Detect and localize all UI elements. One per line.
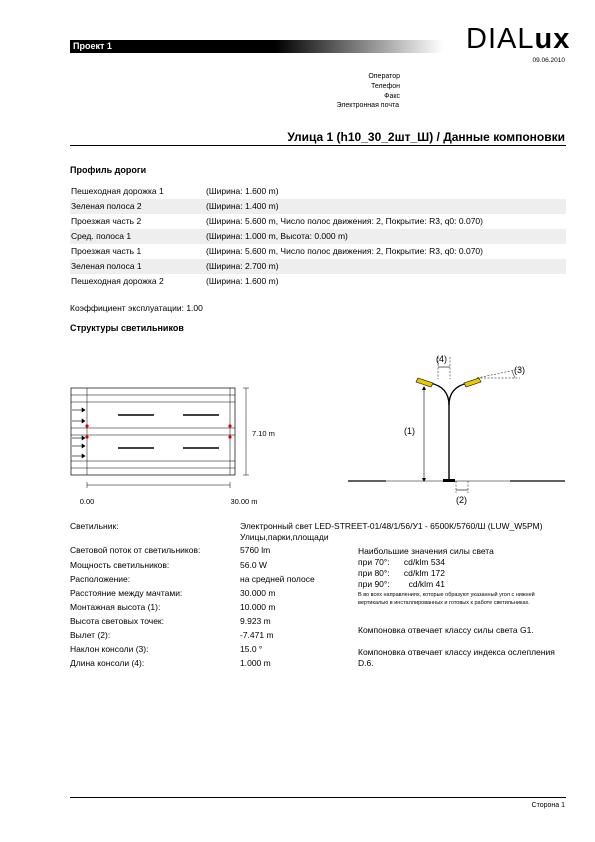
pole-label-1: (1) [404,426,415,436]
project-name: Проект 1 [73,41,112,51]
profile-row [70,214,566,229]
param-value: 15.0 ° [240,644,263,654]
road-plan-diagram [66,380,298,512]
profile-row-name: Проезжая часть 1 [71,246,142,256]
contact-phone: Телефон [370,83,400,90]
profile-row [70,229,566,244]
profile-row-name: Пешеходная дорожка 1 [71,186,164,196]
luminaire-markers [85,424,231,438]
param-value: -7.471 m [240,630,274,640]
pole-label-2: (2) [456,495,467,505]
pole-label-4: (4) [436,354,447,364]
plan-x-start-label: 0.00 [79,497,95,506]
lane-markings [118,415,219,448]
param-name: Монтажная высота (1): [70,602,161,612]
param-name: Длина консоли (4): [70,658,145,668]
intensity-angle: при 80°: [358,568,390,578]
profile-row-value: (Ширина: 2.700 m) [206,261,279,271]
luminaire-left-icon [416,378,433,387]
param-name: Высота световых точек: [70,616,165,626]
param-value: 56.0 W [240,560,267,570]
param-name: Наклон консоли (3): [70,644,149,654]
luminaire-value: Электронный свет LED-STREET-01/48/1/56/У1 - 6500К/5760/Ш (LUW_W5PM) Улицы,парки,площади [240,521,543,542]
profile-row-name: Пешеходная дорожка 2 [71,276,164,286]
plan-height-label: 7.10 m [252,429,275,438]
intensity-angle: при 70°: [358,557,390,567]
contact-fax: Факс [384,93,400,100]
maintenance-factor: Коэффициент эксплуатации: 1.00 [70,303,203,313]
param-value: 9.923 m [240,616,271,626]
profile-row [70,199,566,214]
intensity-note: В во всех направлениях, которые образуют указанный угол с нижней вертикалью в инсталлированных и готовых к работе светильниках. [358,592,535,606]
profile-row-name: Сред. полоса 1 [71,231,132,241]
contact-email: Электронная почта [336,102,399,109]
project-header-bar [70,40,443,53]
param-name: Расположение: [70,574,131,584]
profile-row [70,184,566,199]
observer-arrows [72,408,85,458]
structures-heading: Структуры светильников [70,323,184,333]
contact-operator: Оператор [368,73,400,80]
glare-class-d: Компоновка отвечает классу индекса ослепления D.6. [358,647,555,668]
param-value: 1.000 m [240,658,271,668]
pole-geometry-diagram [340,345,570,510]
intensity-angle: при 90°: [358,579,390,589]
page-number: Сторона 1 [531,802,565,809]
luminaire-label: Светильник: [70,521,119,531]
road-outline [71,388,235,475]
intensity-heading: Наибольшие значения силы света [358,546,494,556]
profile-row-value: (Ширина: 5.600 m, Число полос движения: 2, Покрытие: R3, q0: 0.070) [206,216,483,226]
profile-row-value: (Ширина: 1.000 m, Высота: 0.000 m) [206,231,348,241]
pole-arm-right [449,383,468,405]
profile-row [70,244,566,259]
profile-row-value: (Ширина: 1.600 m) [206,186,279,196]
profile-row-name: Проезжая часть 2 [71,216,142,226]
profile-row-name: Зеленая полоса 1 [71,261,142,271]
param-name: Вылет (2): [70,630,111,640]
param-value: 5760 lm [240,545,271,555]
page-title: Улица 1 (h10_30_2шт_Ш) / Данные компоновки [287,130,565,144]
pole-label-3: (3) [514,365,525,375]
dialux-logo: DIALux [466,23,571,55]
param-value: 10.000 m [240,602,276,612]
param-value: на средней полосе [240,574,315,584]
param-name: Расстояние между мачтами: [70,588,183,598]
report-date: 09.06.2010 [532,57,565,64]
footer-divider [70,797,566,798]
profile-row-value: (Ширина: 5.600 m, Число полос движения: 2, Покрытие: R3, q0: 0.070) [206,246,483,256]
profile-row-value: (Ширина: 1.400 m) [206,201,279,211]
title-divider [70,145,566,146]
plan-x-end-label: 30.00 m [230,497,258,506]
profile-row-name: Зеленая полоса 2 [71,201,142,211]
road-profile-heading: Профиль дороги [70,165,147,175]
param-name: Мощность светильников: [70,560,170,570]
param-name: Световой поток от светильников: [70,545,201,555]
profile-row [70,274,566,289]
profile-row-value: (Ширина: 1.600 m) [206,276,279,286]
luminaire-right-icon [464,378,481,387]
param-value: 30.000 m [240,588,276,598]
pole-arm-left [430,383,449,481]
glare-class-g: Компоновка отвечает классу силы света G1. [358,625,534,635]
profile-row [70,259,566,274]
